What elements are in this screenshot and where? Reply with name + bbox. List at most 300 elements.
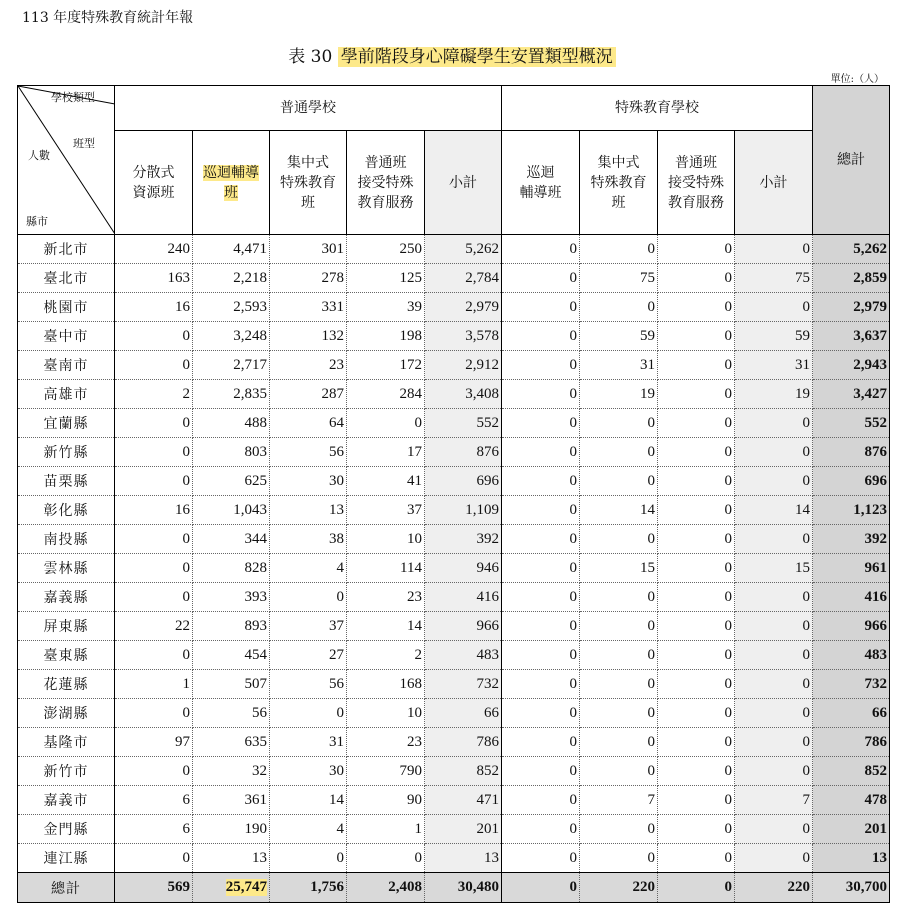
table-cell: 75 [580,264,658,293]
table-cell: 0 [658,438,735,467]
table-cell: 1 [115,670,193,699]
col-scattered-resource [115,131,193,235]
table-cell: 828 [193,554,270,583]
table-cell: 331 [270,293,347,322]
cell-general-subtotal: 552 [425,409,502,438]
table-cell: 0 [115,583,193,612]
table-cell: 56 [270,670,347,699]
cell-special-subtotal: 15 [735,554,813,583]
cell-general-subtotal: 2,979 [425,293,502,322]
table-cell: 0 [115,641,193,670]
county-name: 宜蘭縣 [18,409,115,438]
cell-total: 483 [813,641,890,670]
table-cell: 4,471 [193,235,270,264]
cell-special-subtotal: 0 [735,409,813,438]
table-cell: 2 [115,380,193,409]
table-cell: 15 [580,554,658,583]
cell-general-subtotal: 2,784 [425,264,502,293]
table-row [18,583,890,612]
header-line: 特殊教育 [590,174,647,191]
cell-total: 13 [813,844,890,873]
header-highlight: 班 [224,184,238,201]
table-cell: 0 [658,641,735,670]
county-name: 桃園市 [18,293,115,322]
table-cell: 0 [658,467,735,496]
table-cell: 0 [658,583,735,612]
table-cell: 0 [115,438,193,467]
header-line: 巡迴 [526,164,555,181]
table-cell: 0 [658,351,735,380]
county-name: 臺東縣 [18,641,115,670]
table-cell: 0 [502,583,580,612]
table-cell: 278 [270,264,347,293]
table-cell: 13 [270,496,347,525]
cell-total: 3,427 [813,380,890,409]
table-cell: 0 [580,409,658,438]
header-line: 普通班 [675,154,717,171]
corner-class-type: 班型 [73,137,95,150]
table-cell: 0 [580,293,658,322]
col-special-itinerant [502,131,580,235]
cell-general-subtotal: 732 [425,670,502,699]
table-cell: 19 [580,380,658,409]
cell-general-subtotal: 786 [425,728,502,757]
table-row [18,496,890,525]
county-name: 嘉義市 [18,786,115,815]
table-cell: 0 [502,844,580,873]
table-cell: 0 [502,757,580,786]
table-cell: 64 [270,409,347,438]
table-cell: 0 [580,699,658,728]
cell-general-subtotal: 13 [425,844,502,873]
table-cell: 163 [115,264,193,293]
col-regular-with-services [347,131,425,235]
table-cell: 0 [658,873,735,903]
cell-total: 3,637 [813,322,890,351]
table-cell: 1,756 [270,873,347,903]
table-cell: 0 [580,235,658,264]
table-cell: 172 [347,351,425,380]
cell-special-subtotal: 220 [735,873,813,903]
table-cell: 22 [115,612,193,641]
col-special-self-contained [580,131,658,235]
header-line: 特殊教育 [280,174,336,191]
table-cell: 0 [502,264,580,293]
header-line: 班 [301,194,315,211]
cell-special-subtotal: 0 [735,438,813,467]
table-cell: 198 [347,322,425,351]
table-cell: 0 [347,844,425,873]
cell-general-subtotal: 66 [425,699,502,728]
table-cell: 0 [580,844,658,873]
table-cell: 3,248 [193,322,270,351]
table-cell: 569 [115,873,193,903]
table-cell: 31 [580,351,658,380]
table-cell: 125 [347,264,425,293]
table-cell: 0 [580,728,658,757]
table-cell: 0 [658,293,735,322]
placement-table [17,85,890,903]
corner-school-type: 學校類型 [51,91,95,104]
table-cell: 56 [193,699,270,728]
cell-general-subtotal: 416 [425,583,502,612]
table-row [18,409,890,438]
table-cell: 301 [270,235,347,264]
table-cell: 168 [347,670,425,699]
table-cell: 38 [270,525,347,554]
table-cell: 240 [115,235,193,264]
table-cell: 454 [193,641,270,670]
table-cell: 59 [580,322,658,351]
county-name: 苗栗縣 [18,467,115,496]
table-cell: 4 [270,815,347,844]
table-cell: 37 [270,612,347,641]
table-cell: 190 [193,815,270,844]
table-cell: 0 [347,409,425,438]
table-cell: 0 [502,670,580,699]
cell-general-subtotal: 2,912 [425,351,502,380]
table-cell: 1,043 [193,496,270,525]
table-cell: 31 [270,728,347,757]
table-cell: 0 [115,351,193,380]
cell-general-subtotal: 30,480 [425,873,502,903]
table-cell: 6 [115,786,193,815]
cell-general-subtotal: 966 [425,612,502,641]
table-cell: 10 [347,699,425,728]
table-cell: 0 [580,438,658,467]
cell-total: 876 [813,438,890,467]
table-cell: 0 [580,583,658,612]
table-cell: 114 [347,554,425,583]
cell-special-subtotal: 0 [735,670,813,699]
cell-special-subtotal: 14 [735,496,813,525]
table-cell: 90 [347,786,425,815]
county-name: 澎湖縣 [18,699,115,728]
table-cell: 0 [658,844,735,873]
group-special-school: 特殊教育學校 [502,86,813,131]
table-cell: 37 [347,496,425,525]
total-row [18,873,890,903]
cell-general-subtotal: 3,408 [425,380,502,409]
cell-total: 966 [813,612,890,641]
table-cell: 0 [502,409,580,438]
table-row [18,525,890,554]
cell-total: 552 [813,409,890,438]
table-cell: 32 [193,757,270,786]
cell-special-subtotal: 59 [735,322,813,351]
table-row [18,293,890,322]
table-cell: 0 [658,612,735,641]
table-cell: 0 [658,235,735,264]
table-cell: 803 [193,438,270,467]
county-name: 金門縣 [18,815,115,844]
table-cell: 361 [193,786,270,815]
table-cell: 0 [502,815,580,844]
table-cell: 635 [193,728,270,757]
table-cell: 344 [193,525,270,554]
table-cell: 132 [270,322,347,351]
cell-total: 2,943 [813,351,890,380]
table-cell: 0 [115,467,193,496]
header-line: 接受特殊 [668,174,724,191]
table-cell: 0 [502,351,580,380]
table-row [18,380,890,409]
cell-general-subtotal: 201 [425,815,502,844]
cell-general-subtotal: 5,262 [425,235,502,264]
table-cell: 0 [502,641,580,670]
county-name: 新竹縣 [18,438,115,467]
table-cell: 0 [580,670,658,699]
cell-special-subtotal: 7 [735,786,813,815]
cell-general-subtotal: 852 [425,757,502,786]
table-row [18,641,890,670]
county-name: 高雄市 [18,380,115,409]
table-cell: 2,835 [193,380,270,409]
table-title [0,42,904,67]
table-cell: 0 [658,670,735,699]
cell-special-subtotal: 0 [735,525,813,554]
header-line: 普通班 [364,154,407,171]
cell-total: 732 [813,670,890,699]
county-name: 屏東縣 [18,612,115,641]
table-cell: 10 [347,525,425,554]
header-line: 接受特殊 [357,174,414,191]
cell-general-subtotal: 483 [425,641,502,670]
table-cell: 27 [270,641,347,670]
col-special-regular-services [658,131,735,235]
county-name: 臺北市 [18,264,115,293]
table-cell: 56 [270,438,347,467]
cell-special-subtotal: 0 [735,728,813,757]
header-highlight: 巡迴輔導 [203,164,259,181]
cell-total: 416 [813,583,890,612]
table-row [18,786,890,815]
table-cell: 0 [580,641,658,670]
header-line: 集中式 [597,154,640,171]
table-cell: 0 [502,728,580,757]
table-cell: 0 [580,612,658,641]
cell-special-subtotal: 0 [735,293,813,322]
table-cell: 30 [270,757,347,786]
table-cell: 0 [658,757,735,786]
header-line: 教育服務 [668,194,724,211]
cell-total: 2,859 [813,264,890,293]
county-name: 臺中市 [18,322,115,351]
table-cell: 1 [347,815,425,844]
table-cell: 0 [580,757,658,786]
table-cell: 16 [115,293,193,322]
county-name: 花蓮縣 [18,670,115,699]
table-cell: 14 [580,496,658,525]
group-general-school: 普通學校 [115,86,502,131]
header-line: 資源班 [132,184,175,201]
table-cell: 893 [193,612,270,641]
table-number: 表 30 [288,47,333,67]
header-line: 小計 [759,174,788,191]
cell-special-subtotal: 0 [735,583,813,612]
table-row [18,322,890,351]
cell-special-subtotal: 19 [735,380,813,409]
table-cell: 507 [193,670,270,699]
table-cell: 0 [658,496,735,525]
table-cell: 0 [658,525,735,554]
table-row [18,351,890,380]
table-cell: 250 [347,235,425,264]
cell-total: 30,700 [813,873,890,903]
table-cell: 0 [658,786,735,815]
cell-special-subtotal: 0 [735,844,813,873]
table-row [18,467,890,496]
cell-total: 852 [813,757,890,786]
table-row [18,438,890,467]
cell-general-subtotal: 471 [425,786,502,815]
table-cell: 0 [502,235,580,264]
table-row [18,670,890,699]
table-cell: 0 [502,438,580,467]
col-itinerant [193,131,270,235]
table-cell: 23 [270,351,347,380]
table-cell: 14 [270,786,347,815]
col-total: 總計 [813,86,890,235]
table-cell: 2,408 [347,873,425,903]
highlighted-total: 25,747 [225,879,267,895]
header-line: 小計 [449,174,477,191]
col-self-contained [270,131,347,235]
corner-header [18,86,115,235]
cell-general-subtotal: 392 [425,525,502,554]
table-cell: 790 [347,757,425,786]
table-row [18,612,890,641]
table-cell: 0 [580,525,658,554]
table-cell: 0 [658,728,735,757]
table-cell: 0 [658,409,735,438]
table-cell: 0 [115,322,193,351]
cell-special-subtotal: 0 [735,235,813,264]
table-cell: 30 [270,467,347,496]
county-name: 南投縣 [18,525,115,554]
cell-special-subtotal: 0 [735,612,813,641]
table-cell: 0 [115,525,193,554]
table-cell: 0 [502,467,580,496]
cell-special-subtotal: 0 [735,467,813,496]
table-cell: 0 [502,873,580,903]
cell-special-subtotal: 75 [735,264,813,293]
cell-total: 2,979 [813,293,890,322]
cell-total: 5,262 [813,235,890,264]
cell-total: 478 [813,786,890,815]
county-name: 總計 [18,873,115,903]
table-cell: 0 [502,525,580,554]
table-cell: 14 [347,612,425,641]
cell-general-subtotal: 696 [425,467,502,496]
cell-general-subtotal: 946 [425,554,502,583]
table-cell: 393 [193,583,270,612]
cell-total: 961 [813,554,890,583]
table-cell: 4 [270,554,347,583]
table-cell: 0 [502,554,580,583]
table-cell: 2,593 [193,293,270,322]
county-name: 彰化縣 [18,496,115,525]
cell-special-subtotal: 0 [735,815,813,844]
table-cell: 0 [658,264,735,293]
cell-total: 201 [813,815,890,844]
table-cell: 0 [580,815,658,844]
table-cell: 2,218 [193,264,270,293]
header-line: 輔導班 [519,184,562,201]
table-cell: 0 [502,293,580,322]
table-cell: 2 [347,641,425,670]
cell-total: 66 [813,699,890,728]
cell-total: 786 [813,728,890,757]
table-cell: 0 [580,467,658,496]
table-title-main: 學前階段身心障礙學生安置類型概況 [338,47,616,67]
table-cell: 97 [115,728,193,757]
table-cell: 0 [270,583,347,612]
table-cell: 7 [580,786,658,815]
table-cell: 0 [502,612,580,641]
table-cell: 0 [658,699,735,728]
cell-special-subtotal: 0 [735,757,813,786]
cell-special-subtotal: 0 [735,699,813,728]
county-name: 臺南市 [18,351,115,380]
table-cell: 41 [347,467,425,496]
table-cell: 0 [115,757,193,786]
table-cell: 0 [502,699,580,728]
table-row [18,815,890,844]
table-row [18,264,890,293]
cell-general-subtotal: 3,578 [425,322,502,351]
header-line: 班 [611,194,626,211]
table-cell: 0 [658,815,735,844]
table-cell: 13 [193,844,270,873]
table-cell: 0 [115,409,193,438]
table-row [18,235,890,264]
table-row [18,699,890,728]
header-line: 教育服務 [357,194,414,211]
county-name: 基隆市 [18,728,115,757]
table-cell: 2,717 [193,351,270,380]
table-cell: 284 [347,380,425,409]
table-cell: 16 [115,496,193,525]
corner-people: 人數 [28,149,50,162]
table-cell: 625 [193,467,270,496]
col-general-subtotal [425,131,502,235]
table-cell: 0 [502,380,580,409]
cell-total: 392 [813,525,890,554]
cell-total: 696 [813,467,890,496]
table-cell: 0 [658,380,735,409]
cell-general-subtotal: 876 [425,438,502,467]
table-cell: 488 [193,409,270,438]
cell-total: 1,123 [813,496,890,525]
header-line: 分散式 [132,164,175,181]
report-title: 113 年度特殊教育統計年報 [22,10,194,26]
county-name: 新竹市 [18,757,115,786]
table-cell: 287 [270,380,347,409]
table-cell: 220 [580,873,658,903]
county-name: 雲林縣 [18,554,115,583]
header-line: 集中式 [287,154,329,171]
table-cell: 23 [347,728,425,757]
table-row [18,554,890,583]
cell-general-subtotal: 1,109 [425,496,502,525]
county-name: 連江縣 [18,844,115,873]
unit-label: 單位:（人） [830,74,884,85]
table-cell: 0 [115,844,193,873]
table-cell: 17 [347,438,425,467]
table-cell: 39 [347,293,425,322]
header-line [193,163,269,183]
